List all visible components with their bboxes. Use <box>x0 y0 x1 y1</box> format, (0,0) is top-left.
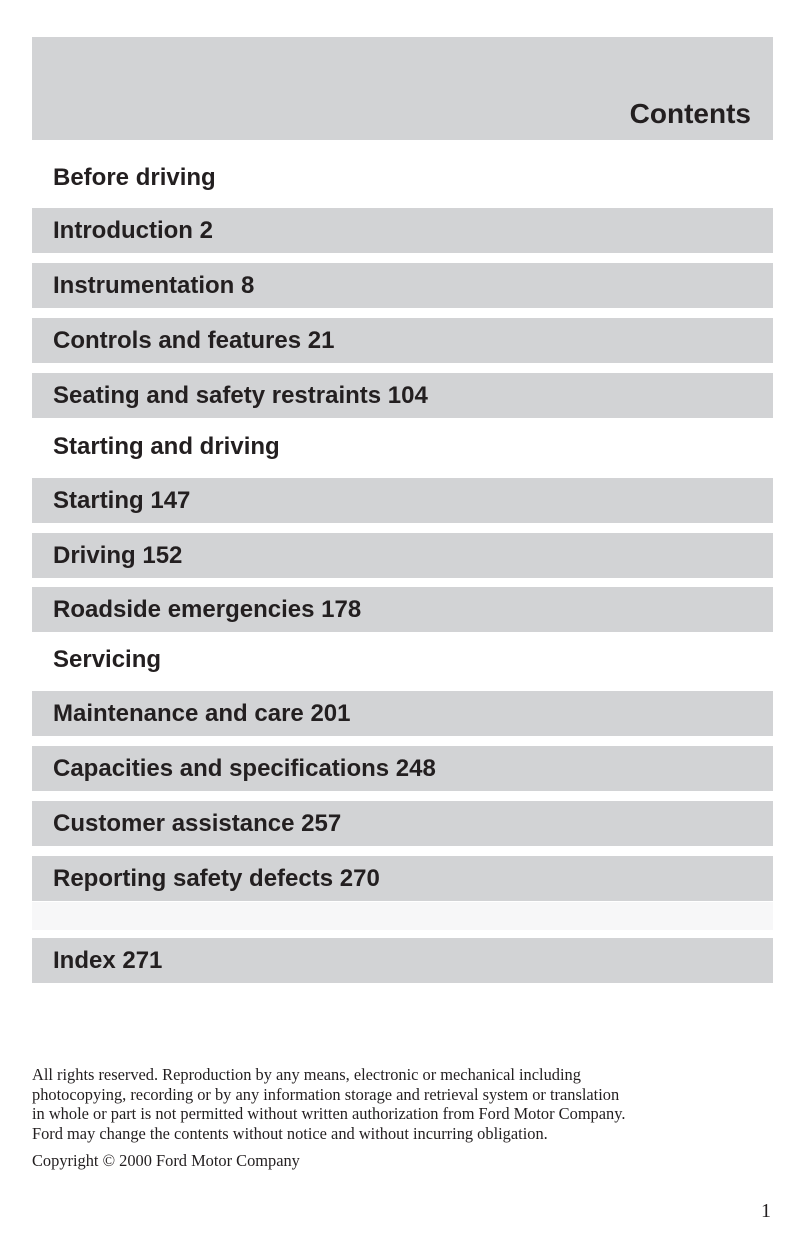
page-title: Contents <box>629 98 751 129</box>
toc-entry-maintenance-and-care[interactable] <box>32 691 773 736</box>
toc-entry-index[interactable] <box>32 938 773 983</box>
toc-entry-introduction[interactable] <box>32 208 773 253</box>
toc-entry-page: 178 <box>321 595 362 623</box>
toc-entry-page: 21 <box>307 326 335 354</box>
toc-entry-title: Capacities and specifications <box>53 754 390 782</box>
toc-entry-title: Maintenance and care <box>53 699 304 727</box>
toc-entry-title: Seating and safety restraints <box>53 381 382 409</box>
toc-entry-driving[interactable] <box>32 533 773 578</box>
toc-entry-title: Reporting safety defects <box>53 864 334 892</box>
toc-entry-starting[interactable] <box>32 478 773 523</box>
toc-entry-page: 147 <box>150 486 191 514</box>
toc-entry-title: Index <box>53 946 116 974</box>
toc-entry-customer-assistance[interactable] <box>32 801 773 846</box>
legal-line: All rights reserved. Reproduction by any means, electronic or mechanical including <box>32 1065 581 1084</box>
legal-line: in whole or part is not permitted without written authorization from Ford Motor Company. <box>32 1104 626 1123</box>
toc-entry-page: 271 <box>122 946 163 974</box>
toc-entry-title: Instrumentation <box>53 271 235 299</box>
toc-entry-title: Customer assistance <box>53 809 295 837</box>
toc-entry-controls-and-features[interactable] <box>32 318 773 363</box>
toc-entry-capacities-and-specifications[interactable] <box>32 746 773 791</box>
copyright-notice: Copyright © 2000 Ford Motor Company <box>32 1151 300 1170</box>
section-heading-starting-and-driving: Starting and driving <box>53 433 280 460</box>
page-number: 1 <box>761 1200 771 1222</box>
toc-entry-page: 201 <box>310 699 351 727</box>
section-heading-servicing: Servicing <box>53 646 162 673</box>
toc-entry-page: 104 <box>387 381 428 409</box>
toc-entry-page: 248 <box>395 754 436 782</box>
toc-entry-roadside-emergencies[interactable] <box>32 587 773 632</box>
toc-entry-title: Starting <box>53 486 144 514</box>
toc-entry-page: 152 <box>142 541 183 569</box>
toc-entry-title: Introduction <box>53 216 193 244</box>
legal-line: photocopying, recording or by any information storage and retrieval system or translation <box>32 1084 620 1104</box>
contents-header-band <box>32 37 773 140</box>
toc-entry-title: Controls and features <box>53 326 302 354</box>
toc-entry-instrumentation[interactable] <box>32 263 773 308</box>
toc-entry-page: 257 <box>301 809 342 837</box>
toc-entry-title: Driving <box>53 541 136 569</box>
toc-entry-reporting-safety-defects[interactable] <box>32 856 773 901</box>
toc-entry-seating-and-safety-restraints[interactable] <box>32 373 773 418</box>
section-heading-before-driving: Before driving <box>53 164 216 191</box>
toc-entry-title: Roadside emergencies <box>53 595 315 623</box>
legal-notice <box>32 1065 762 1143</box>
toc-entry-page: 8 <box>241 271 255 299</box>
divider-band <box>32 902 773 930</box>
legal-line: Ford may change the contents without notice and without incurring obligation. <box>32 1123 548 1143</box>
toc-entry-page: 270 <box>339 864 380 892</box>
toc-entry-page: 2 <box>199 216 213 244</box>
